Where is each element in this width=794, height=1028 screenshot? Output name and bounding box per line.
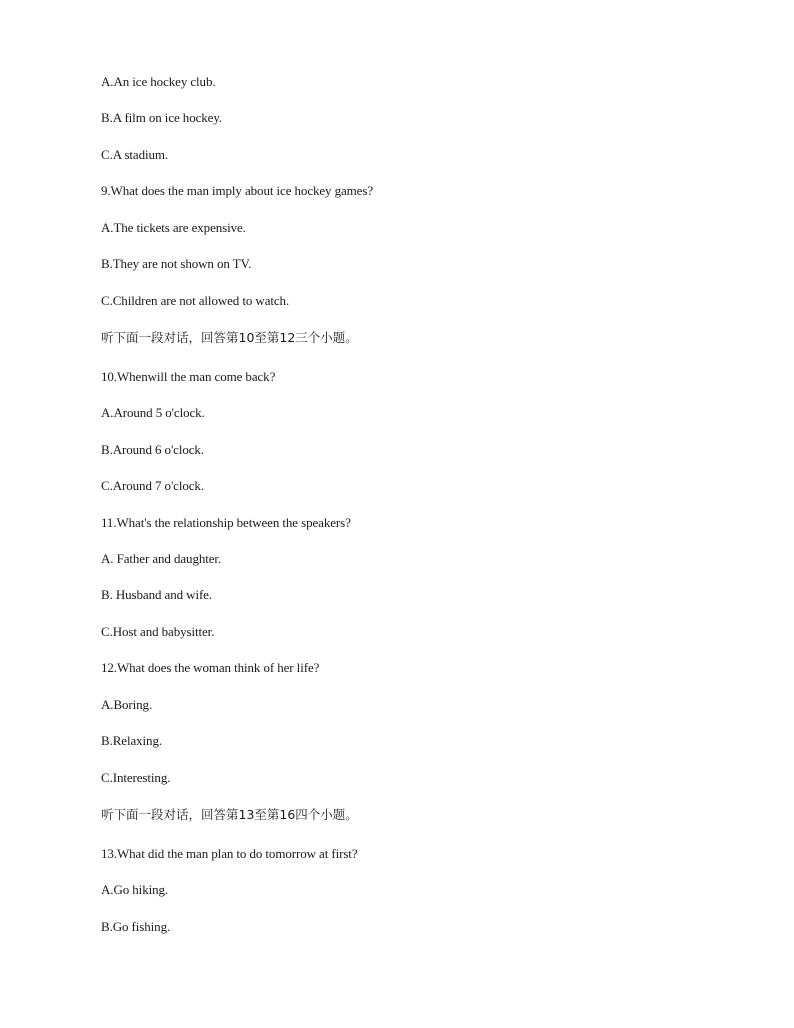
option-8a: A.An ice hockey club. bbox=[101, 74, 216, 89]
option-11c: C.Host and babysitter. bbox=[101, 624, 215, 639]
question-11: 11.What's the relationship between the speakers? bbox=[101, 515, 351, 530]
option-13b: B.Go fishing. bbox=[101, 919, 171, 934]
option-13a: A.Go hiking. bbox=[101, 882, 169, 897]
option-12b: B.Relaxing. bbox=[101, 733, 163, 748]
option-10b: B.Around 6 o'clock. bbox=[101, 442, 204, 457]
section-instruction-13-16: 听下面一段对话，回答第13至第16四个小题。 bbox=[101, 807, 358, 822]
option-12c: C.Interesting. bbox=[101, 770, 171, 785]
option-10c: C.Around 7 o'clock. bbox=[101, 478, 204, 493]
option-10a: A.Around 5 o'clock. bbox=[101, 405, 205, 420]
option-9c: C.Children are not allowed to watch. bbox=[101, 293, 290, 308]
option-11a: A. Father and daughter. bbox=[101, 551, 222, 566]
option-12a: A.Boring. bbox=[101, 697, 153, 712]
option-8c: C.A stadium. bbox=[101, 147, 169, 162]
question-9: 9.What does the man imply about ice hockey games? bbox=[101, 183, 373, 198]
option-11b: B. Husband and wife. bbox=[101, 587, 213, 602]
option-9a: A.The tickets are expensive. bbox=[101, 220, 246, 235]
section-instruction-10-12: 听下面一段对话，回答第10至第12三个小题。 bbox=[101, 330, 358, 345]
question-10: 10.Whenwill the man come back? bbox=[101, 369, 276, 384]
option-9b: B.They are not shown on TV. bbox=[101, 256, 252, 271]
option-8b: B.A film on ice hockey. bbox=[101, 110, 223, 125]
question-13: 13.What did the man plan to do tomorrow at first? bbox=[101, 846, 358, 861]
question-12: 12.What does the woman think of her life? bbox=[101, 660, 320, 675]
